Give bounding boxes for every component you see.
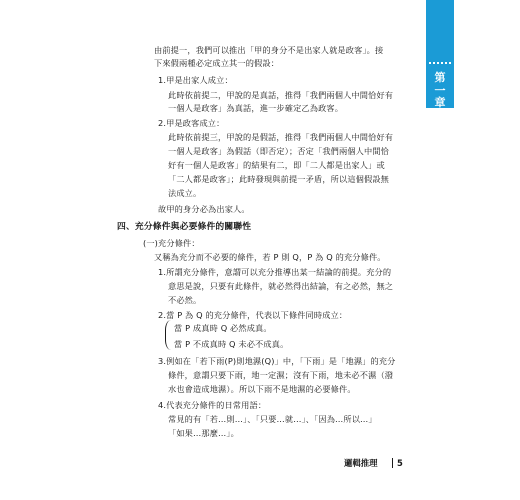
page-number: 5 <box>397 458 403 468</box>
text-line: 3.例如在「若下雨(P)則地濕(Q)」中，「下雨」是「地濕」的充分 <box>158 356 396 366</box>
condition-line: 當 P 成真時 Q 必然成真。 <box>174 323 272 333</box>
text-line: 2.當 P 為 Q 的充分條件，代表以下條件同時成立： <box>158 310 348 320</box>
text-line: 條件，意謂只要下雨，地一定濕；沒有下雨，地未必不濕（潑 <box>168 370 394 380</box>
chapter-tab-label <box>426 56 454 108</box>
text-line: 下來假兩種必定成立其一的假設： <box>154 58 280 68</box>
text-line: 意思是說，只要有此條件，就必然得出結論，有之必然，無之 <box>168 281 394 291</box>
subsection-heading: (一)充分條件： <box>143 238 200 248</box>
text-line: 1.所謂充分條件，意謂可以充分推導出某一結論的前提。充分的 <box>158 267 392 277</box>
text-line: 常見的有「若…則…」、「只要…就…」、「因為…所以…」 <box>168 414 377 424</box>
text-line: 水也會造成地濕）。所以下雨不是地濕的必要條件。 <box>168 384 356 394</box>
footer-divider <box>392 458 393 468</box>
text-line: 一個人是政客」為真話，進一步確定乙為政客。 <box>168 103 344 113</box>
text-line: 「二人都是政客」；此時發現與前提一矛盾，所以這個假設無 <box>168 174 390 184</box>
chapter-tab-bar <box>426 0 454 56</box>
chapter-tab <box>426 0 454 500</box>
text-line: 此時依前提二，甲說的是真話，推得「我們兩個人中間恰好有 <box>168 90 394 100</box>
text-line: 此時依前提三，甲說的是假話，推得「我們兩個人中間恰好有 <box>168 132 394 142</box>
condition-brace <box>165 320 172 350</box>
text-line: 4.代表充分條件的日常用語： <box>158 400 267 410</box>
chapter-char: 第 <box>434 71 446 84</box>
dots-decoration <box>429 62 451 66</box>
list-item-heading: 1.甲是出家人成立： <box>158 75 233 85</box>
text-line: 由前提一，我們可以推出「甲的身分不是出家人就是政客」。接 <box>154 45 384 55</box>
text-line: 一個人是政客」為假話（即否定）；否定「我們兩個人中間恰 <box>168 146 390 156</box>
list-item-heading: 2.甲是政客成立： <box>158 118 225 128</box>
section-heading: 四、充分條件與必要條件的關聯性 <box>117 222 252 232</box>
chapter-char: 一 <box>434 84 446 97</box>
text-line: 好有一個人是政客」的結果有二，即「二人都是出家人」或 <box>168 160 385 170</box>
text-line: 故甲的身分必為出家人。 <box>158 204 250 214</box>
text-line: 又稱為充分而不必要的條件，若 P 則 Q，P 為 Q 的充分條件。 <box>154 252 386 262</box>
text-line: 「如果…那麼…」。 <box>168 428 239 438</box>
condition-line: 當 P 不成真時 Q 未必不成真。 <box>174 339 289 349</box>
chapter-char: 章 <box>434 96 446 109</box>
footer-title: 邏輯推理 <box>344 458 378 468</box>
text-line: 不必然。 <box>168 295 202 305</box>
text-line: 法成立。 <box>168 188 202 198</box>
